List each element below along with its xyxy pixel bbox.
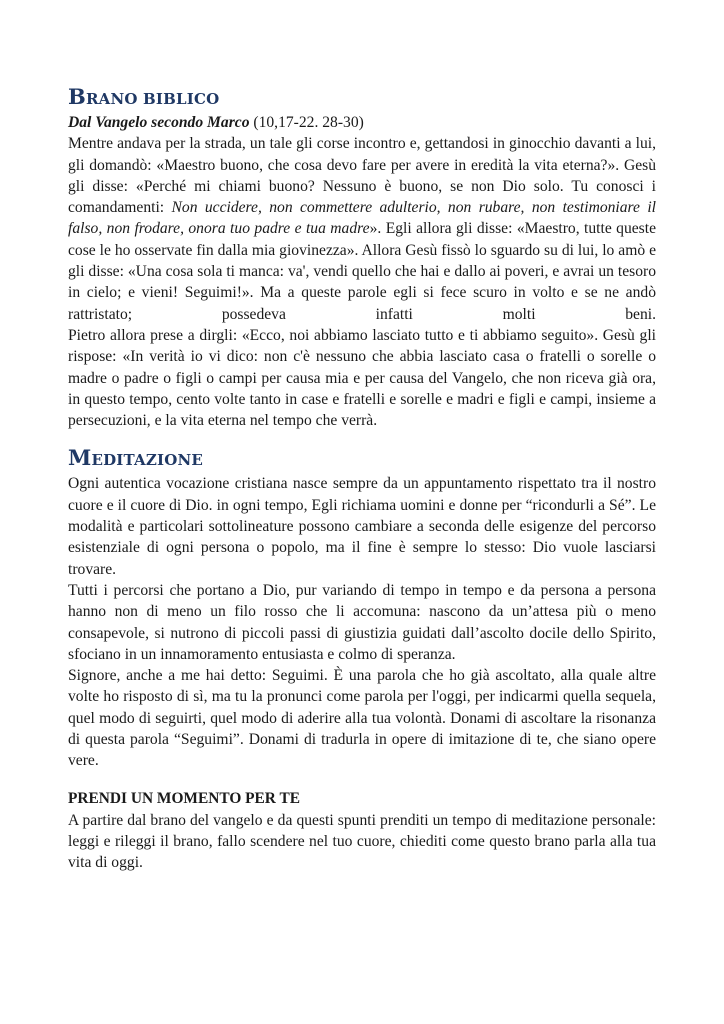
heading-meditazione-rest: EDITAZIONE (91, 451, 204, 470)
source-line (68, 112, 656, 133)
brano-p1-b: ». Egli allora gli disse: «Maestro, tutte queste cose le ho osservate fin dalla mia giovinezza». Allora Gesù fissò lo sguardo su di lui, lo amò e gli disse: «Una cosa sola ti manca: va', vendi quello che hai e dallo ai poveri, e avrai un tesoro in cielo; e vieni! Seguimi!». Ma a queste parole egli si fece scuro in volto e se ne andò rattristato; possedeva infatti molti beni. (68, 220, 656, 323)
heading-brano-cap: B (68, 84, 86, 109)
section-brano-biblico (68, 86, 656, 431)
meditazione-paragraph-2: Tutti i percorsi che portano a Dio, pur variando di tempo in tempo e da persona a persona hanno non di meno un filo rosso che li accomuna: nascono da un’attesa più o meno consapevole, si nutrono di piccoli passi di giustizia guidati dall’ascolto docile dello Spirito, sfociano in un innamoramento entusiasta e colmo di speranza. (68, 581, 656, 663)
brano-paragraph-1 (68, 133, 656, 325)
heading-brano-biblico (68, 86, 656, 110)
brano-paragraph-2: Pietro allora prese a dirgli: «Ecco, noi abbiamo lasciato tutto e ti abbiamo seguito». Gesù gli rispose: «In verità io vi dico: non c'è nessuno che abbia lasciato casa o fratelli o sorelle o madre o padre o figli o campi per causa mia e per causa del Vangelo, che non riceva già ora, in questo tempo, cento volte tanto in case e fratelli e sorelle e madri e figli e campi, insieme a persecuzioni, e la vita eterna nel tempo che verrà. (68, 326, 656, 430)
source-ref: (10,17-22. 28-30) (249, 114, 364, 131)
source-title: Dal Vangelo secondo Marco (68, 114, 250, 131)
section-meditazione (68, 447, 656, 771)
heading-meditazione (68, 447, 656, 471)
heading-brano-rest: RANO BIBLICO (85, 90, 220, 108)
momento-paragraph: A partire dal brano del vangelo e da questi spunti prenditi un tempo di meditazione personale: leggi e rileggi il brano, fallo scendere nel tuo cuore, chiediti come questo brano parla alla tua vita di oggi. (68, 811, 656, 872)
section-prendi-un-momento (68, 788, 656, 874)
document-content (68, 86, 656, 890)
heading-prendi-un-momento: PRENDI UN MOMENTO PER TE (68, 789, 301, 807)
heading-meditazione-cap: M (68, 445, 92, 471)
meditazione-paragraph-3: Signore, anche a me hai detto: Seguimi. È una parola che ho già ascoltato, alla quale altre volte ho risposto di sì, ma tu la pronunci come parola per l'oggi, per indicarmi quella sequela, quel modo di seguirti, quel modo di aderire alla tua volontà. Donami di ascoltare la risonanza di questa parola “Seguimi”. Donami di tradurla in opere di imitazione di te, che siano opere vere. (68, 667, 656, 770)
brano-p1-commandments: Non uccidere, non commettere adulterio, non rubare, non testimoniare il falso, non frodare, onora tuo padre e tua madre (68, 199, 656, 238)
brano-p1-a: Mentre andava per la strada, un tale gli corse incontro e, gettandosi in ginocchio davanti a lui, gli domandò: «Maestro buono, che cosa devo fare per avere in eredità la vita eterna?». Gesù gli disse: «Perché mi chiami buono? Nessuno è buono, se non Dio solo. Tu conosci i comandamenti: (68, 135, 656, 217)
meditazione-paragraph-1: Ogni autentica vocazione cristiana nasce sempre da un appuntamento rispettato tra il nostro cuore e il cuore di Dio. in ogni tempo, Egli richiama uomini e donne per “ricondurli a Sé”. Le modalità e particolari sottolineature possono cambiare a seconda delle esigenze del percorso esistenziale di ogni persona o popolo, ma il fine è sempre lo stesso: Dio vuole lasciarsi trovare. (68, 475, 656, 578)
